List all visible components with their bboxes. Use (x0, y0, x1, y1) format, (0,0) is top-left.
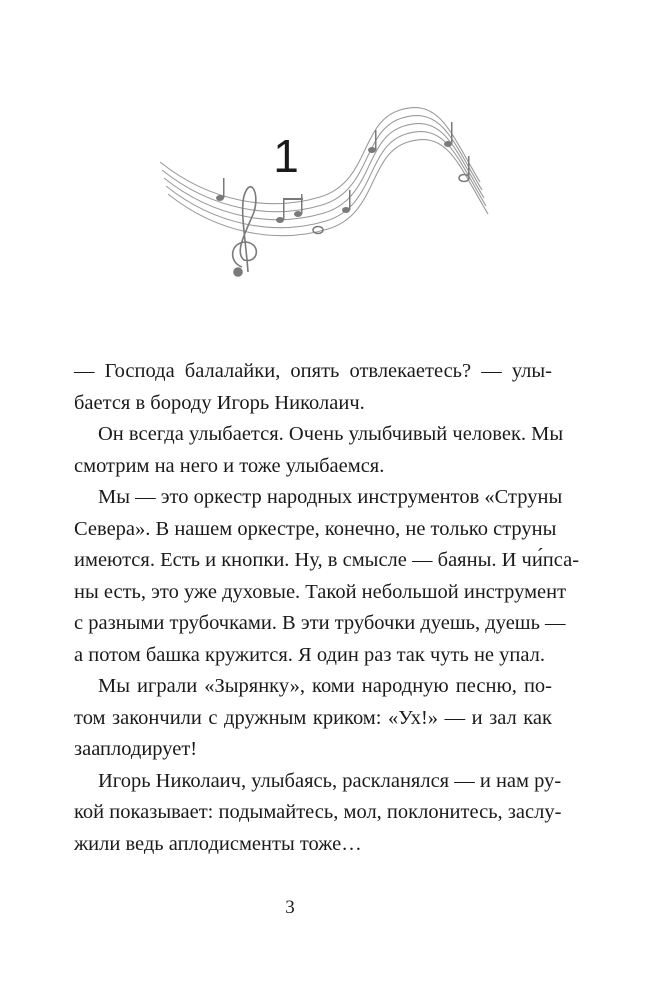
text-line: жили ведь аплодисменты тоже… (74, 832, 362, 855)
text-line: смотрим на него и тоже улыбаемся. (74, 454, 385, 477)
text-line: Игорь Николаич, улыбаясь, раскланялся — и нам ру- (98, 769, 562, 792)
chapter-number: 1 (273, 130, 299, 182)
text-line: кой показывает: подымайтесь, мол, поклонитесь, заслу- (74, 801, 562, 823)
text-line: Севера». В нашем оркестре, конечно, не только струны (74, 517, 557, 540)
text-line: имеются. Есть и кнопки. Ну, в смысле — баяны. И чи́пса- (74, 549, 580, 571)
text-line: том закончили с дружным криком: «Ух!» — и зал как (74, 706, 552, 729)
text-line: — Господа балалайки, опять отвлекаетесь? — улы- (74, 360, 552, 382)
text-line: а потом башка кружится. Я один раз так чуть не упал. (74, 643, 546, 666)
text-line: Он всегда улыбается. Очень улыбчивый человек. Мы (98, 423, 564, 445)
text-line: с разными трубочками. В эти трубочки дуешь, дуешь — (74, 612, 566, 634)
text-line: зааплодирует! (74, 738, 198, 760)
text-line: Мы — это оркестр народных инструментов «Струны (98, 486, 563, 508)
text-line: Мы играли «Зырянку», коми народную песню, по- (98, 675, 552, 697)
text-line: бается в бороду Игорь Николаич. (74, 391, 365, 414)
body-text (74, 356, 580, 860)
music-staff-ornament-icon (150, 92, 510, 282)
page-number: 3 (285, 897, 295, 918)
text-line: ны есть, это уже духовые. Такой небольшой инструмент (74, 580, 567, 603)
